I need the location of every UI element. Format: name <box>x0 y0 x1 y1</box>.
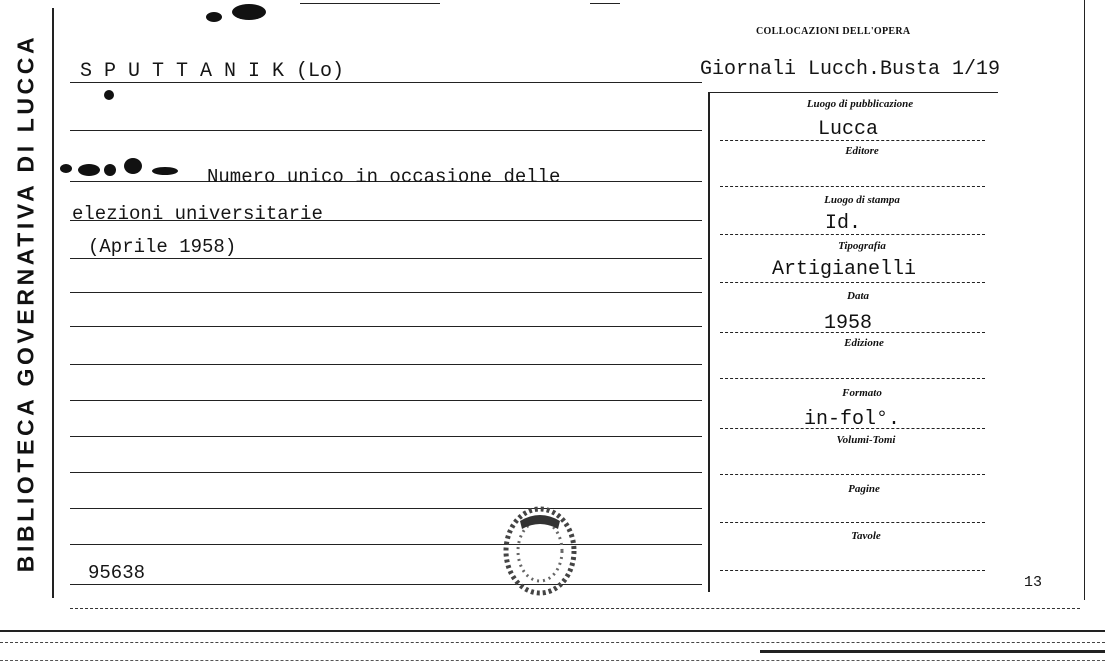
pagine-label: Pagine <box>848 483 880 495</box>
collocazioni-label: COLLOCAZIONI DELL'OPERA <box>756 26 911 37</box>
ink-blot <box>78 164 100 176</box>
luogo-stampa-label: Luogo di stampa <box>824 194 900 206</box>
top-edge-line <box>590 3 620 4</box>
tipografia-value: Artigianelli <box>771 258 917 281</box>
description-line-2: elezioni universitarie <box>72 203 323 225</box>
data-label: Data <box>847 290 869 302</box>
luogo-pubblicazione-label: Luogo di pubblicazione <box>806 98 914 110</box>
details-rule <box>720 474 985 475</box>
edizione-label: Edizione <box>844 337 884 349</box>
bottom-edge-line <box>0 642 1105 643</box>
ink-blot <box>60 164 72 173</box>
top-edge-line <box>300 3 440 4</box>
ink-blot <box>104 90 114 100</box>
description-line-1: Numero unico in occasione delle <box>207 166 561 188</box>
details-rule <box>720 140 985 141</box>
formato-label: Formato <box>842 387 882 399</box>
ink-blot <box>104 164 116 176</box>
ruled-line <box>70 472 702 473</box>
data-value: 1958 <box>823 312 873 335</box>
details-rule <box>720 570 985 571</box>
tavole-label: Tavole <box>851 530 881 542</box>
inventory-number: 95638 <box>88 562 146 584</box>
ruled-line <box>70 364 702 365</box>
editore-label: Editore <box>845 145 879 157</box>
formato-value: in-fol°. <box>803 408 901 431</box>
details-rule <box>720 282 985 283</box>
volumi-label: Volumi-Tomi <box>836 434 896 446</box>
ruled-line <box>70 508 702 509</box>
author-heading: S P U T T A N I K (Lo) <box>80 60 345 83</box>
ink-blot <box>232 4 266 20</box>
right-card-edge <box>1084 0 1085 600</box>
luogo-stampa-value: Id. <box>824 212 862 235</box>
details-rule <box>720 378 985 379</box>
ruled-line <box>70 436 702 437</box>
bottom-edge-line <box>760 650 1105 653</box>
ruled-line <box>70 130 702 131</box>
bottom-edge-line <box>0 630 1105 632</box>
author-rule <box>70 82 702 83</box>
corner-mark: 13 <box>1024 574 1043 591</box>
details-rule <box>720 332 985 333</box>
ruled-line <box>70 326 702 327</box>
library-name-vertical: BIBLIOTECA GOVERNATIVA DI LUCCA <box>12 33 39 573</box>
ink-blot <box>152 167 178 175</box>
tipografia-label: Tipografia <box>838 240 886 252</box>
details-rule <box>720 186 985 187</box>
bottom-edge-line <box>0 660 1105 661</box>
ruled-line <box>70 292 702 293</box>
library-stamp <box>500 505 580 597</box>
ruled-line <box>70 584 702 585</box>
details-rule <box>720 522 985 523</box>
details-rule <box>720 234 985 235</box>
ruled-line <box>70 258 702 259</box>
ink-blot <box>124 158 142 174</box>
details-rule <box>720 428 985 429</box>
ruled-line <box>70 544 702 545</box>
left-margin-rule <box>52 8 54 598</box>
ruled-line <box>70 400 702 401</box>
shelfmark: Giornali Lucch.Busta 1/19 <box>700 58 1001 81</box>
details-box-top <box>708 92 998 93</box>
luogo-pubblicazione-value: Lucca <box>817 118 879 141</box>
ink-blot <box>206 12 222 22</box>
details-box-border <box>708 92 710 592</box>
description-line-3: (Aprile 1958) <box>88 236 237 258</box>
bottom-edge-line <box>70 608 1080 609</box>
